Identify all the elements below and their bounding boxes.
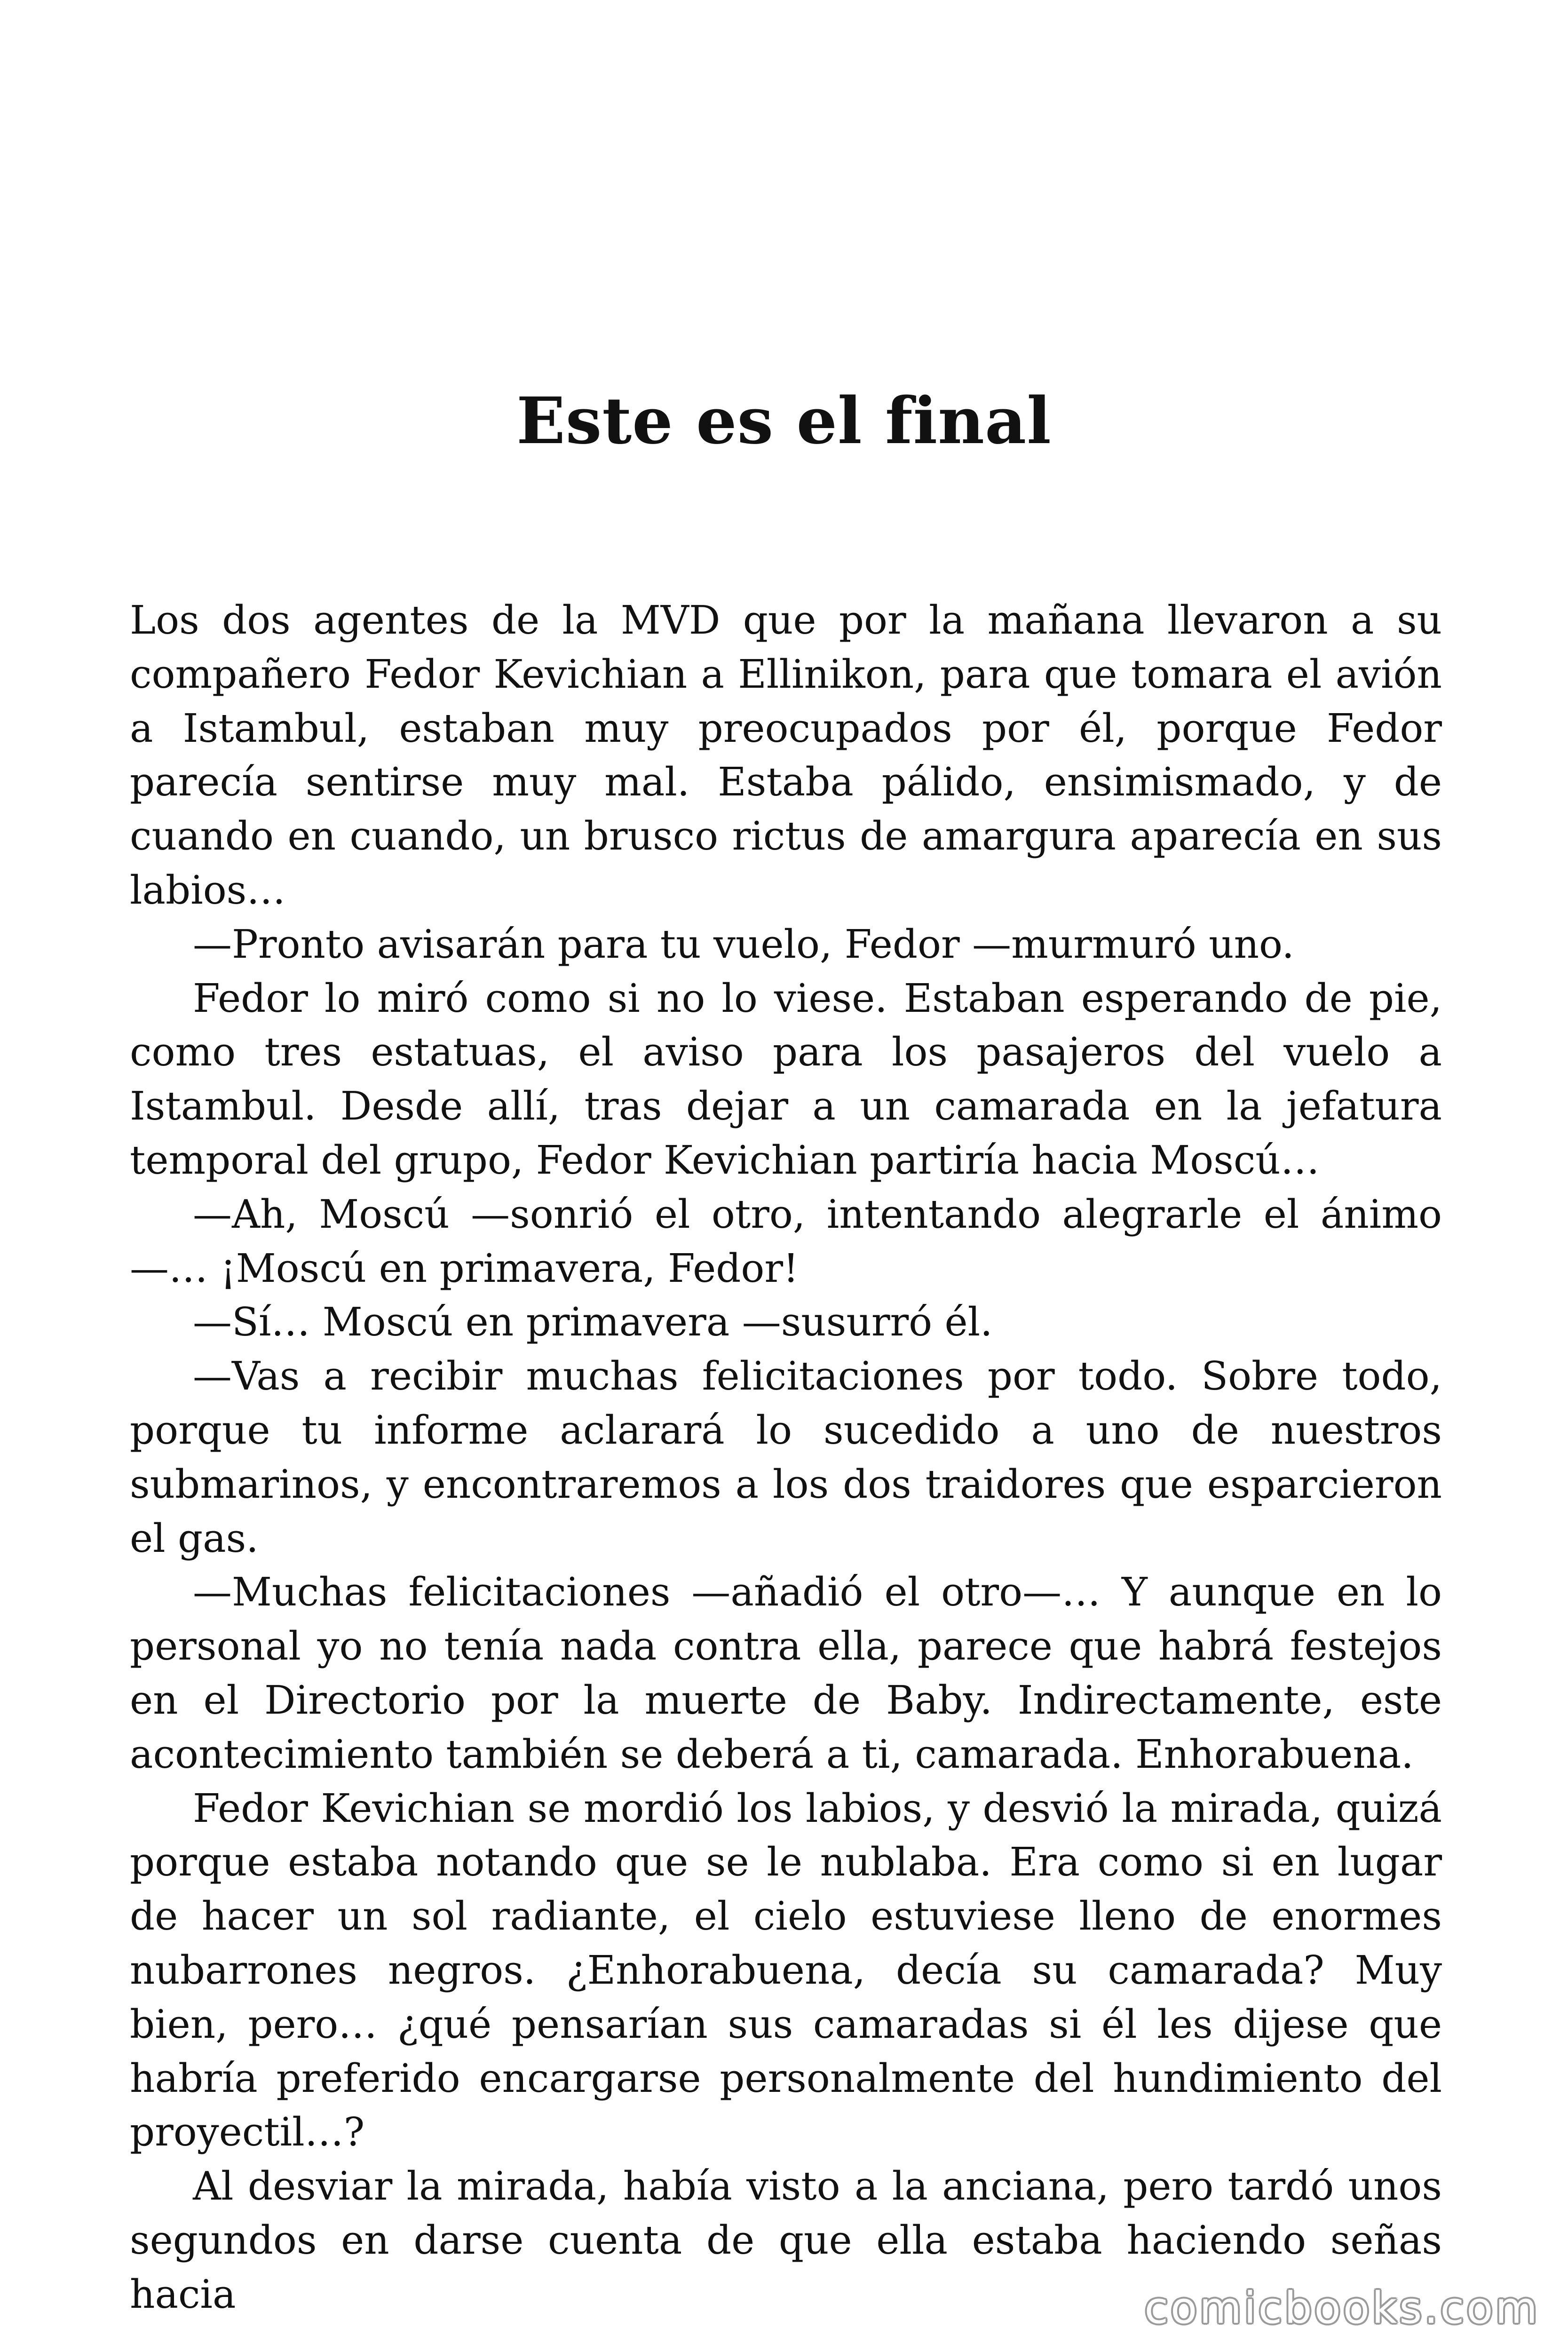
paragraph-3: Fedor lo miró como si no lo viese. Estaban esperando de pie, como tres estatuas, el aviso para los pasajeros del vuelo a Istambul. Desde allí, tras dejar a un camarada en la jefatura temporal del grupo, Fedor Kevichian partiría hacia Moscú… (130, 975, 1442, 1183)
paragraph-1: Los dos agentes de la MVD que por la mañana llevaron a su compañero Fedor Kevichian a Ellinikon, para que tomara el avión a Istambul, estaban muy preocupados por él, porque Fedor parecía sentirse muy mal. Estaba pálido, ensimismado, y de cuando en cuando, un brusco rictus de amargura aparecía en sus labios… (130, 597, 1442, 913)
paragraph-4: —Ah, Moscú —sonrió el otro, intentando alegrarle el ánimo—… ¡Moscú en primavera, Fedor! (130, 1191, 1442, 1291)
paragraph-5: —Sí… Moscú en primavera —susurró él. (193, 1299, 993, 1345)
paragraph-6: —Vas a recibir muchas felicitaciones por todo. Sobre todo, porque tu informe aclarará lo sucedido a uno de nuestros submarinos, y encontraremos a los dos traidores que esparcieron el gas. (130, 1353, 1442, 1561)
paragraph-8: Fedor Kevichian se mordió los labios, y desvió la mirada, quizá porque estaba notando que se le nublaba. Era como si en lugar de hacer un sol radiante, el cielo estuviese lleno de enormes nubarrones negros. ¿Enhorabuena, decía su camarada? Muy bien, pero… ¿qué pensarían sus camaradas si él les dijese que habría preferido encargarse personalmente del hundimiento del proyectil…? (130, 1785, 1442, 2155)
paragraph-2: —Pronto avisarán para tu vuelo, Fedor —murmuró uno. (193, 921, 1294, 967)
paragraph-9: Al desviar la mirada, había visto a la anciana, pero tardó unos segundos en darse cuenta de que ella estaba haciendo señas hacia (130, 2163, 1442, 2317)
chapter-title: Este es el final (516, 383, 1052, 459)
chapter-body (130, 594, 1442, 2322)
site-watermark: comicbooks.com (1144, 2283, 1540, 2333)
paragraph-7: —Muchas felicitaciones —añadió el otro—… Y aunque en lo personal yo no tenía nada contra ella, parece que habrá festejos en el Directorio por la muerte de Baby. Indirectamente, este acontecimiento también se deberá a ti, camarada. Enhorabuena. (130, 1569, 1442, 1777)
